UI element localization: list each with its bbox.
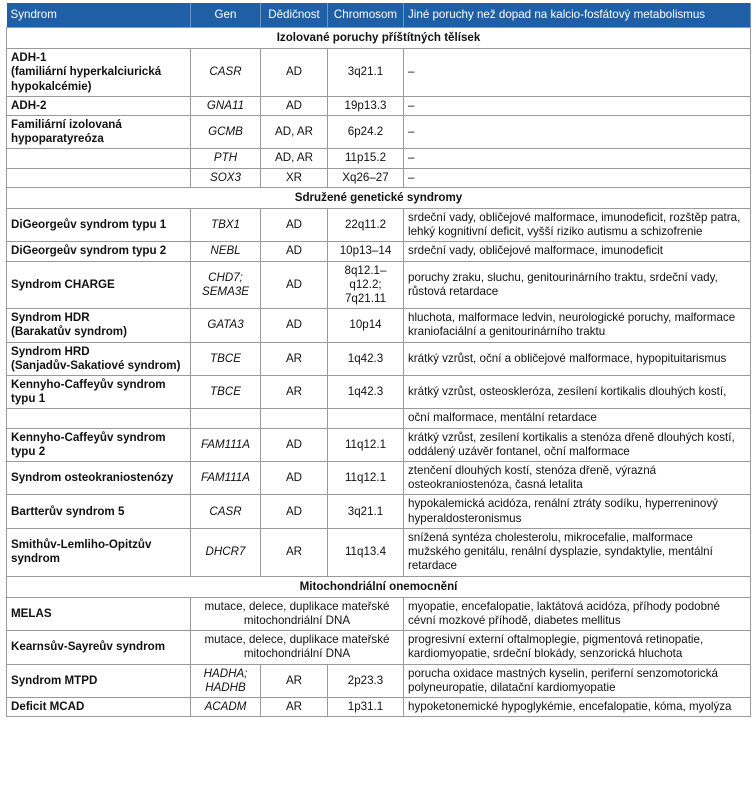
table-row — [7, 409, 751, 428]
other-disorders-cell: srdeční vady, obličejové malformace, imunodeficit — [404, 242, 751, 261]
gene-cell: CASR — [191, 49, 261, 97]
header-dedicnost: Dědičnost — [261, 3, 328, 28]
inheritance-cell: AR — [261, 697, 328, 716]
table-row — [7, 261, 751, 309]
inheritance-cell: AD — [261, 495, 328, 528]
other-disorders-cell: hypokalemická acidóza, renální ztráty sodíku, hyperreninový hyperaldosteronismus — [404, 495, 751, 528]
chromosome-cell: Xq26–27 — [328, 168, 404, 187]
syndrome-cell: Syndrom HRD (Sanjadův-Sakatiové syndrom) — [7, 342, 191, 375]
syndrome-cell — [7, 168, 191, 187]
syndrome-cell: DiGeorgeův syndrom typu 2 — [7, 242, 191, 261]
header-jine: Jiné poruchy než dopad na kalcio-fosfátový metabolismus — [404, 3, 751, 28]
table-row — [7, 242, 751, 261]
chromosome-cell: 3q21.1 — [328, 49, 404, 97]
chromosome-cell: 10p14 — [328, 309, 404, 342]
table-row — [7, 664, 751, 697]
other-disorders-cell: krátký vzrůst, osteoskleróza, zesílení kortikalis dlouhých kostí, — [404, 376, 751, 409]
chromosome-cell: 1q42.3 — [328, 376, 404, 409]
inheritance-cell: AR — [261, 664, 328, 697]
other-disorders-cell: – — [404, 168, 751, 187]
inheritance-cell: AD — [261, 209, 328, 242]
other-disorders-cell: – — [404, 149, 751, 168]
chromosome-cell: 11q12.1 — [328, 462, 404, 495]
gene-cell: DHCR7 — [191, 528, 261, 576]
gene-cell: NEBL — [191, 242, 261, 261]
inheritance-cell: AR — [261, 528, 328, 576]
other-disorders-cell: myopatie, encefalopatie, laktátová acidóza, příhody podobné cévní mozkové příhodě, diabetes mellitus — [404, 597, 751, 630]
chromosome-cell: 6p24.2 — [328, 116, 404, 149]
chromosome-cell: 11q13.4 — [328, 528, 404, 576]
gene-cell: SOX3 — [191, 168, 261, 187]
inheritance-cell: AD — [261, 261, 328, 309]
chromosome-cell: 1p31.1 — [328, 697, 404, 716]
section-title: Izolované poruchy příštítných tělísek — [7, 28, 751, 49]
inheritance-cell — [261, 409, 328, 428]
section-row — [7, 576, 751, 597]
syndrome-cell: Syndrom CHARGE — [7, 261, 191, 309]
gene-merged-cell: mutace, delece, duplikace mateřské mitochondriální DNA — [191, 631, 404, 664]
syndrome-cell: Smithův-Lemliho-Opitzův syndrom — [7, 528, 191, 576]
header-gen: Gen — [191, 3, 261, 28]
chromosome-cell: 8q12.1–q12.2; 7q21.11 — [328, 261, 404, 309]
gene-cell: TBX1 — [191, 209, 261, 242]
table-row — [7, 309, 751, 342]
section-title: Sdružené genetické syndromy — [7, 187, 751, 208]
other-disorders-cell: oční malformace, mentální retardace — [404, 409, 751, 428]
table-row — [7, 342, 751, 375]
table-header — [7, 3, 751, 28]
other-disorders-cell: – — [404, 96, 751, 115]
gene-cell: HADHA; HADHB — [191, 664, 261, 697]
inheritance-cell: AR — [261, 376, 328, 409]
other-disorders-cell: hypoketonemické hypoglykémie, encefalopatie, kóma, myolýza — [404, 697, 751, 716]
gene-cell: ACADM — [191, 697, 261, 716]
syndrome-cell: Deficit MCAD — [7, 697, 191, 716]
table-row — [7, 462, 751, 495]
table-row — [7, 597, 751, 630]
inheritance-cell: XR — [261, 168, 328, 187]
chromosome-cell: 19p13.3 — [328, 96, 404, 115]
section-row — [7, 187, 751, 208]
chromosome-cell: 22q11.2 — [328, 209, 404, 242]
syndrome-cell: Syndrom HDR (Barakatův syndrom) — [7, 309, 191, 342]
syndrome-cell: ADH-1 (familiární hyperkalciurická hypokalcémie) — [7, 49, 191, 97]
syndrome-cell: DiGeorgeův syndrom typu 1 — [7, 209, 191, 242]
table-row — [7, 495, 751, 528]
syndrome-cell — [7, 409, 191, 428]
table-row — [7, 116, 751, 149]
other-disorders-cell: porucha oxidace mastných kyselin, periferní senzomotorická polyneuropatie, dilatační kardiomyopatie — [404, 664, 751, 697]
table-row — [7, 697, 751, 716]
gene-cell: GCMB — [191, 116, 261, 149]
table-container — [6, 3, 750, 717]
other-disorders-cell: – — [404, 49, 751, 97]
inheritance-cell: AD — [261, 96, 328, 115]
gene-cell: GATA3 — [191, 309, 261, 342]
syndrome-cell: ADH-2 — [7, 96, 191, 115]
gene-cell: TBCE — [191, 342, 261, 375]
inheritance-cell: AD — [261, 309, 328, 342]
syndrome-table — [6, 3, 751, 717]
syndrome-cell: Kennyho-Caffeyův syndrom typu 2 — [7, 428, 191, 461]
inheritance-cell: AD — [261, 428, 328, 461]
inheritance-cell: AD, AR — [261, 149, 328, 168]
gene-cell: FAM111A — [191, 462, 261, 495]
other-disorders-cell: krátký vzrůst, zesílení kortikalis a stenóza dřeně dlouhých kostí, oddálený uzávěr fontanel, oční malformace — [404, 428, 751, 461]
chromosome-cell: 11p15.2 — [328, 149, 404, 168]
syndrome-cell: Syndrom osteokraniostenózy — [7, 462, 191, 495]
inheritance-cell: AD — [261, 462, 328, 495]
gene-cell: TBCE — [191, 376, 261, 409]
chromosome-cell: 1q42.3 — [328, 342, 404, 375]
chromosome-cell: 2p23.3 — [328, 664, 404, 697]
table-row — [7, 96, 751, 115]
syndrome-cell: Kearnsův-Sayreův syndrom — [7, 631, 191, 664]
chromosome-cell: 10p13–14 — [328, 242, 404, 261]
inheritance-cell: AD — [261, 49, 328, 97]
table-row — [7, 631, 751, 664]
gene-merged-cell: mutace, delece, duplikace mateřské mitochondriální DNA — [191, 597, 404, 630]
inheritance-cell: AR — [261, 342, 328, 375]
other-disorders-cell: hluchota, malformace ledvin, neurologické poruchy, malformace kraniofaciální a genitourinárního traktu — [404, 309, 751, 342]
gene-cell — [191, 409, 261, 428]
inheritance-cell: AD, AR — [261, 116, 328, 149]
table-row — [7, 209, 751, 242]
syndrome-cell: Kennyho-Caffeyův syndrom typu 1 — [7, 376, 191, 409]
gene-cell: FAM111A — [191, 428, 261, 461]
other-disorders-cell: krátký vzrůst, oční a obličejové malformace, hypopituitarismus — [404, 342, 751, 375]
header-chromosom: Chromosom — [328, 3, 404, 28]
table-row — [7, 428, 751, 461]
other-disorders-cell: snížená syntéza cholesterolu, mikrocefalie, malformace mužského genitálu, renální dysplazie, syndaktylie, mentální retardace — [404, 528, 751, 576]
chromosome-cell — [328, 409, 404, 428]
other-disorders-cell: poruchy zraku, sluchu, genitourinárního traktu, srdeční vady, růstová retardace — [404, 261, 751, 309]
gene-cell: GNA11 — [191, 96, 261, 115]
syndrome-cell: Familiární izolovaná hypoparatyreóza — [7, 116, 191, 149]
syndrome-cell: MELAS — [7, 597, 191, 630]
table-row — [7, 376, 751, 409]
table-row — [7, 528, 751, 576]
syndrome-cell — [7, 149, 191, 168]
other-disorders-cell: progresivní externí oftalmoplegie, pigmentová retinopatie, kardiomyopatie, srdeční blokády, senzorická hluchota — [404, 631, 751, 664]
table-row — [7, 149, 751, 168]
other-disorders-cell: – — [404, 116, 751, 149]
gene-cell: PTH — [191, 149, 261, 168]
table-row — [7, 168, 751, 187]
other-disorders-cell: srdeční vady, obličejové malformace, imunodeficit, rozštěp patra, lehký kognitivní deficit, vyšší riziko autismu a schizofrenie — [404, 209, 751, 242]
syndrome-cell: Bartterův syndrom 5 — [7, 495, 191, 528]
gene-cell: CHD7; SEMA3E — [191, 261, 261, 309]
section-row — [7, 28, 751, 49]
table-body — [7, 28, 751, 717]
table-row — [7, 49, 751, 97]
header-syndrom: Syndrom — [7, 3, 191, 28]
inheritance-cell: AD — [261, 242, 328, 261]
other-disorders-cell: ztenčení dlouhých kostí, stenóza dřeně, výrazná osteokraniostenóza, časná letalita — [404, 462, 751, 495]
chromosome-cell: 3q21.1 — [328, 495, 404, 528]
chromosome-cell: 11q12.1 — [328, 428, 404, 461]
gene-cell: CASR — [191, 495, 261, 528]
section-title: Mitochondriální onemocnění — [7, 576, 751, 597]
syndrome-cell: Syndrom MTPD — [7, 664, 191, 697]
